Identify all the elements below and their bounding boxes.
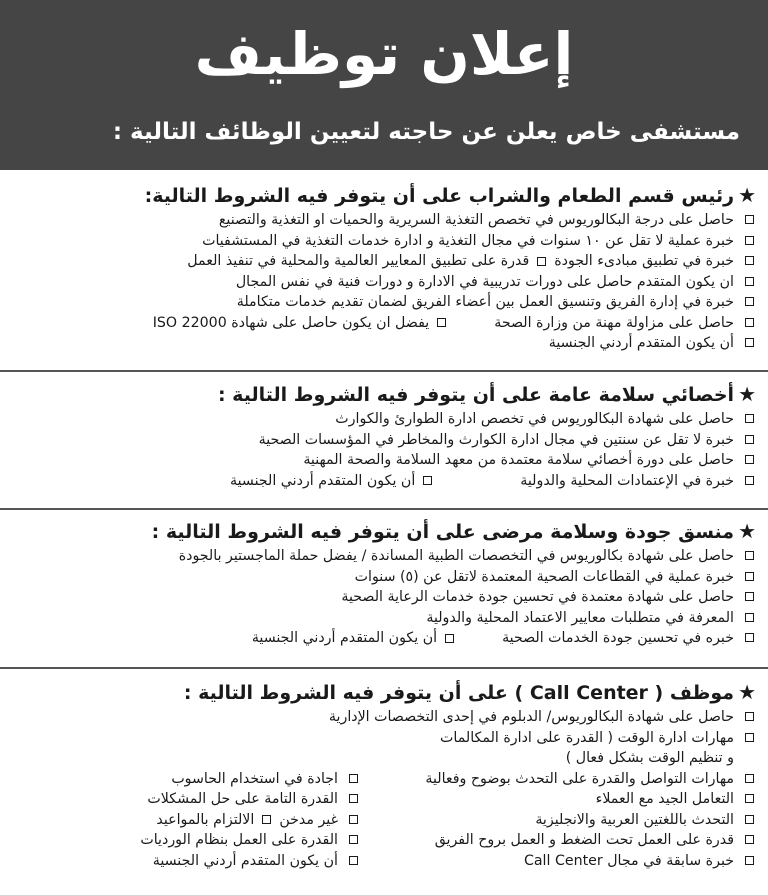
checkbox-icon (745, 733, 754, 742)
checkbox-icon (745, 633, 754, 642)
star-icon: ★ (738, 680, 756, 704)
list-item: القدرة على العمل بنظام الورديات (10, 830, 360, 851)
star-icon: ★ (738, 183, 756, 207)
section-title: ★رئيس قسم الطعام والشراب على أن يتوفر فيه الشروط التالية: (144, 183, 756, 207)
checkbox-icon (745, 774, 754, 783)
checkbox-icon (745, 297, 754, 306)
checkbox-icon (745, 613, 754, 622)
checkbox-icon (745, 435, 754, 444)
divider (0, 370, 768, 372)
checkbox-icon (349, 856, 358, 865)
section-title: ★أخصائي سلامة عامة على أن يتوفر فيه الشروط التالية : (217, 382, 756, 406)
section-safety-specialist (10, 380, 756, 491)
header-banner (0, 0, 768, 170)
list-item: خبرة عملية في القطاعات الصحية المعتمدة لاتقل عن (٥) سنوات (10, 567, 756, 588)
list-item: غير مدخنالالتزام بالمواعيد (10, 810, 360, 831)
checkbox-icon (745, 215, 754, 224)
list-item: مهارات التواصل والقدرة على التحدث بوضوح وفعالية (366, 769, 756, 790)
list-item: خبره في تحسين جودة الخدمات الصحيةأن يكون المتقدم أردني الجنسية (10, 628, 756, 649)
checkbox-icon (262, 815, 271, 824)
list-item: خبرة لا تقل عن سنتين في مجال ادارة الكوارث والمخاطر في المؤسسات الصحية (10, 430, 756, 451)
checkbox-icon (745, 794, 754, 803)
checkbox-icon (745, 592, 754, 601)
checkbox-icon (349, 794, 358, 803)
divider (0, 667, 768, 669)
column-right (366, 769, 756, 872)
section-title: ★موظف ( Call Center ) على أن يتوفر فيه الشروط التالية : (183, 680, 756, 704)
list-item: خبرة سابقة في مجال Call Center (366, 851, 756, 872)
checkbox-icon (745, 856, 754, 865)
list-item: حاصل على شهادة معتمدة في تحسين جودة خدمات الرعاية الصحية (10, 587, 756, 608)
list-item: التحدث باللغتين العربية والانجليزية (366, 810, 756, 831)
section-food-head (10, 181, 756, 354)
checkbox-icon (423, 476, 432, 485)
list-item: أن يكون المتقدم أردني الجنسية (10, 333, 756, 354)
list-item: حاصل على درجة البكالوريوس في تخصص التغذية السريرية والحميات او التغذية والتصنيع (10, 210, 756, 231)
list-item: حاصل على دورة أخصائي سلامة معتمدة من معهد السلامة والصحة المهنية (10, 450, 756, 471)
list-item: خبرة في إدارة الفريق وتنسيق العمل بين أعضاء الفريق لضمان تقديم خدمات متكاملة (10, 292, 756, 313)
list-item: خبرة في الإعتمادات المحلية والدوليةأن يكون المتقدم أردني الجنسية (10, 471, 756, 492)
list-item: خبرة في تطبيق مبادىء الجودةقدرة على تطبيق المعايير العالمية والمحلية في تنفيذ العمل (10, 251, 756, 272)
checkbox-icon (745, 236, 754, 245)
checkbox-icon (745, 476, 754, 485)
section-call-center (10, 678, 756, 893)
checkbox-icon (745, 338, 754, 347)
checkbox-icon (437, 318, 446, 327)
divider (0, 508, 768, 510)
checkbox-icon (745, 455, 754, 464)
list-item: اجادة في استخدام الحاسوب (10, 769, 360, 790)
list-item: حاصل على شهادة البكالوريوس/ الدبلوم في إحدى التخصصات الإدارية (10, 707, 756, 728)
list-item: التعامل الجيد مع العملاء (366, 789, 756, 810)
list-item: حاصل على مزاولة مهنة من وزارة الصحةيفضل ان يكون حاصل على شهادة ISO 22000 (10, 313, 756, 334)
list-item: مهارات ادارة الوقت ( القدرة على ادارة المكالمات (10, 728, 756, 749)
checkbox-icon (745, 815, 754, 824)
list-item: القدرة التامة على حل المشكلات (10, 789, 360, 810)
star-icon: ★ (738, 519, 756, 543)
checkbox-icon (745, 414, 754, 423)
checkbox-icon (745, 318, 754, 327)
section-quality-coordinator (10, 517, 756, 649)
checkbox-icon (349, 835, 358, 844)
page-subtitle: مستشفى خاص يعلن عن حاجته لتعيين الوظائف التالية : (112, 119, 740, 145)
list-item-continuation: و تنظيم الوقت بشكل فعال ) (565, 750, 734, 766)
star-icon: ★ (738, 382, 756, 406)
list-item: خبرة عملية لا تقل عن ١٠ سنوات في مجال التغذية و ادارة خدمات التغذية في المستشفيات (10, 231, 756, 252)
list-item: المعرفة في متطلبات معايير الاعتماد المحلية والدولية (10, 608, 756, 629)
list-item: قدرة على العمل تحت الضغط و العمل بروح الفريق (366, 830, 756, 851)
checkbox-icon (349, 815, 358, 824)
page-title: إعلان توظيف (194, 20, 574, 88)
checkbox-icon (745, 277, 754, 286)
checkbox-icon (745, 835, 754, 844)
checkbox-icon (745, 572, 754, 581)
checkbox-icon (745, 712, 754, 721)
list-item: حاصل على شهادة البكالوريوس في تخصص ادارة الطوارئ والكوارث (10, 409, 756, 430)
checkbox-icon (745, 551, 754, 560)
list-item: أن يكون المتقدم أردني الجنسية (10, 851, 360, 872)
list-item: حاصل على شهادة بكالوريوس في التخصصات الطبية المساندة / يفضل حملة الماجستير بالجودة (10, 546, 756, 567)
two-column-list (10, 769, 756, 893)
checkbox-icon (537, 257, 546, 266)
column-left (10, 769, 360, 872)
list-item: ان يكون المتقدم حاصل على دورات تدريبية في الادارة و دورات فنية في نفس المجال (10, 272, 756, 293)
section-title: ★منسق جودة وسلامة مرضى على أن يتوفر فيه الشروط التالية : (151, 519, 756, 543)
checkbox-icon (445, 634, 454, 643)
checkbox-icon (745, 256, 754, 265)
checkbox-icon (349, 774, 358, 783)
